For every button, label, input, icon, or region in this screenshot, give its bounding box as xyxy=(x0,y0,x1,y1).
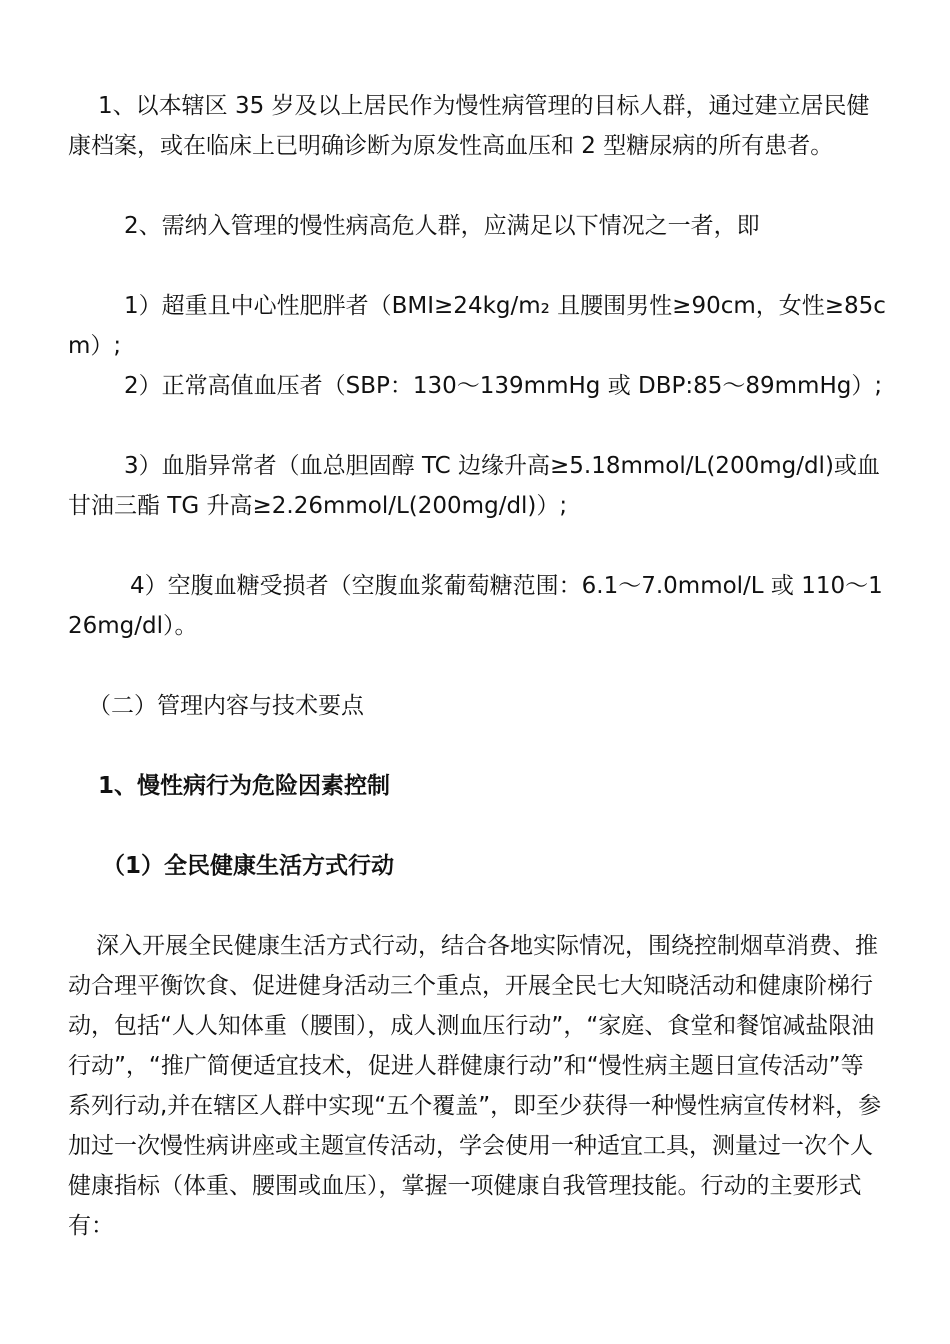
paragraph-target-population: 1、以本辖区 35 岁及以上居民作为慢性病管理的目标人群，通过建立居民健康档案，或在临床上已明确诊断为原发性高血压和 2 型糖尿病的所有患者。 xyxy=(68,93,870,159)
subsection-heading-risk-factor-control: 1、慢性病行为危险因素控制 xyxy=(98,773,391,799)
paragraph-dyslipidemia: 3）血脂异常者（血总胆固醇 TC 边缘升高≥5.18mmol/L(200mg/dl)或血甘油三酯 TG 升高≥2.26mmol/L(200mg/dl)）; xyxy=(68,453,880,519)
paragraph-overweight-central-obesity: 1）超重且中心性肥胖者（BMI≥24kg/m₂ 且腰围男性≥90cm，女性≥85cm）; xyxy=(68,293,886,359)
subsection-heading-healthy-lifestyle-action: （1）全民健康生活方式行动 xyxy=(102,853,395,879)
paragraph-impaired-fasting-glucose: 4）空腹血糖受损者（空腹血浆葡萄糖范围：6.1～7.0mmol/L 或 110～126mg/dl）。 xyxy=(68,573,883,639)
paragraph-high-normal-blood-pressure: 2）正常高值血压者（SBP：130～139mmHg 或 DBP:85～89mmHg）; xyxy=(124,373,883,399)
paragraph-healthy-lifestyle-action-details: 深入开展全民健康生活方式行动，结合各地实际情况，围绕控制烟草消费、推动合理平衡饮食、促进健身活动三个重点，开展全民七大知晓活动和健康阶梯行动，包括“人人知体重（腰围），成人测血压行动”，“家庭、食堂和餐馆减盐限油行动”，“推广简便适宜技术，促进人群健康行动”和“慢性病主题日宣传活动”等系列行动,并在辖区人群中实现“五个覆盖”，即至少获得一种慢性病宣传材料，参加过一次慢性病讲座或主题宣传活动，学会使用一种适宜工具，测量过一次个人健康指标（体重、腰围或血压），掌握一项健康自我管理技能。行动的主要形式有： xyxy=(68,933,882,1239)
section-heading-management: （二）管理内容与技术要点 xyxy=(88,693,364,719)
paragraph-high-risk-criteria: 2、需纳入管理的慢性病高危人群，应满足以下情况之一者，即 xyxy=(124,213,760,239)
